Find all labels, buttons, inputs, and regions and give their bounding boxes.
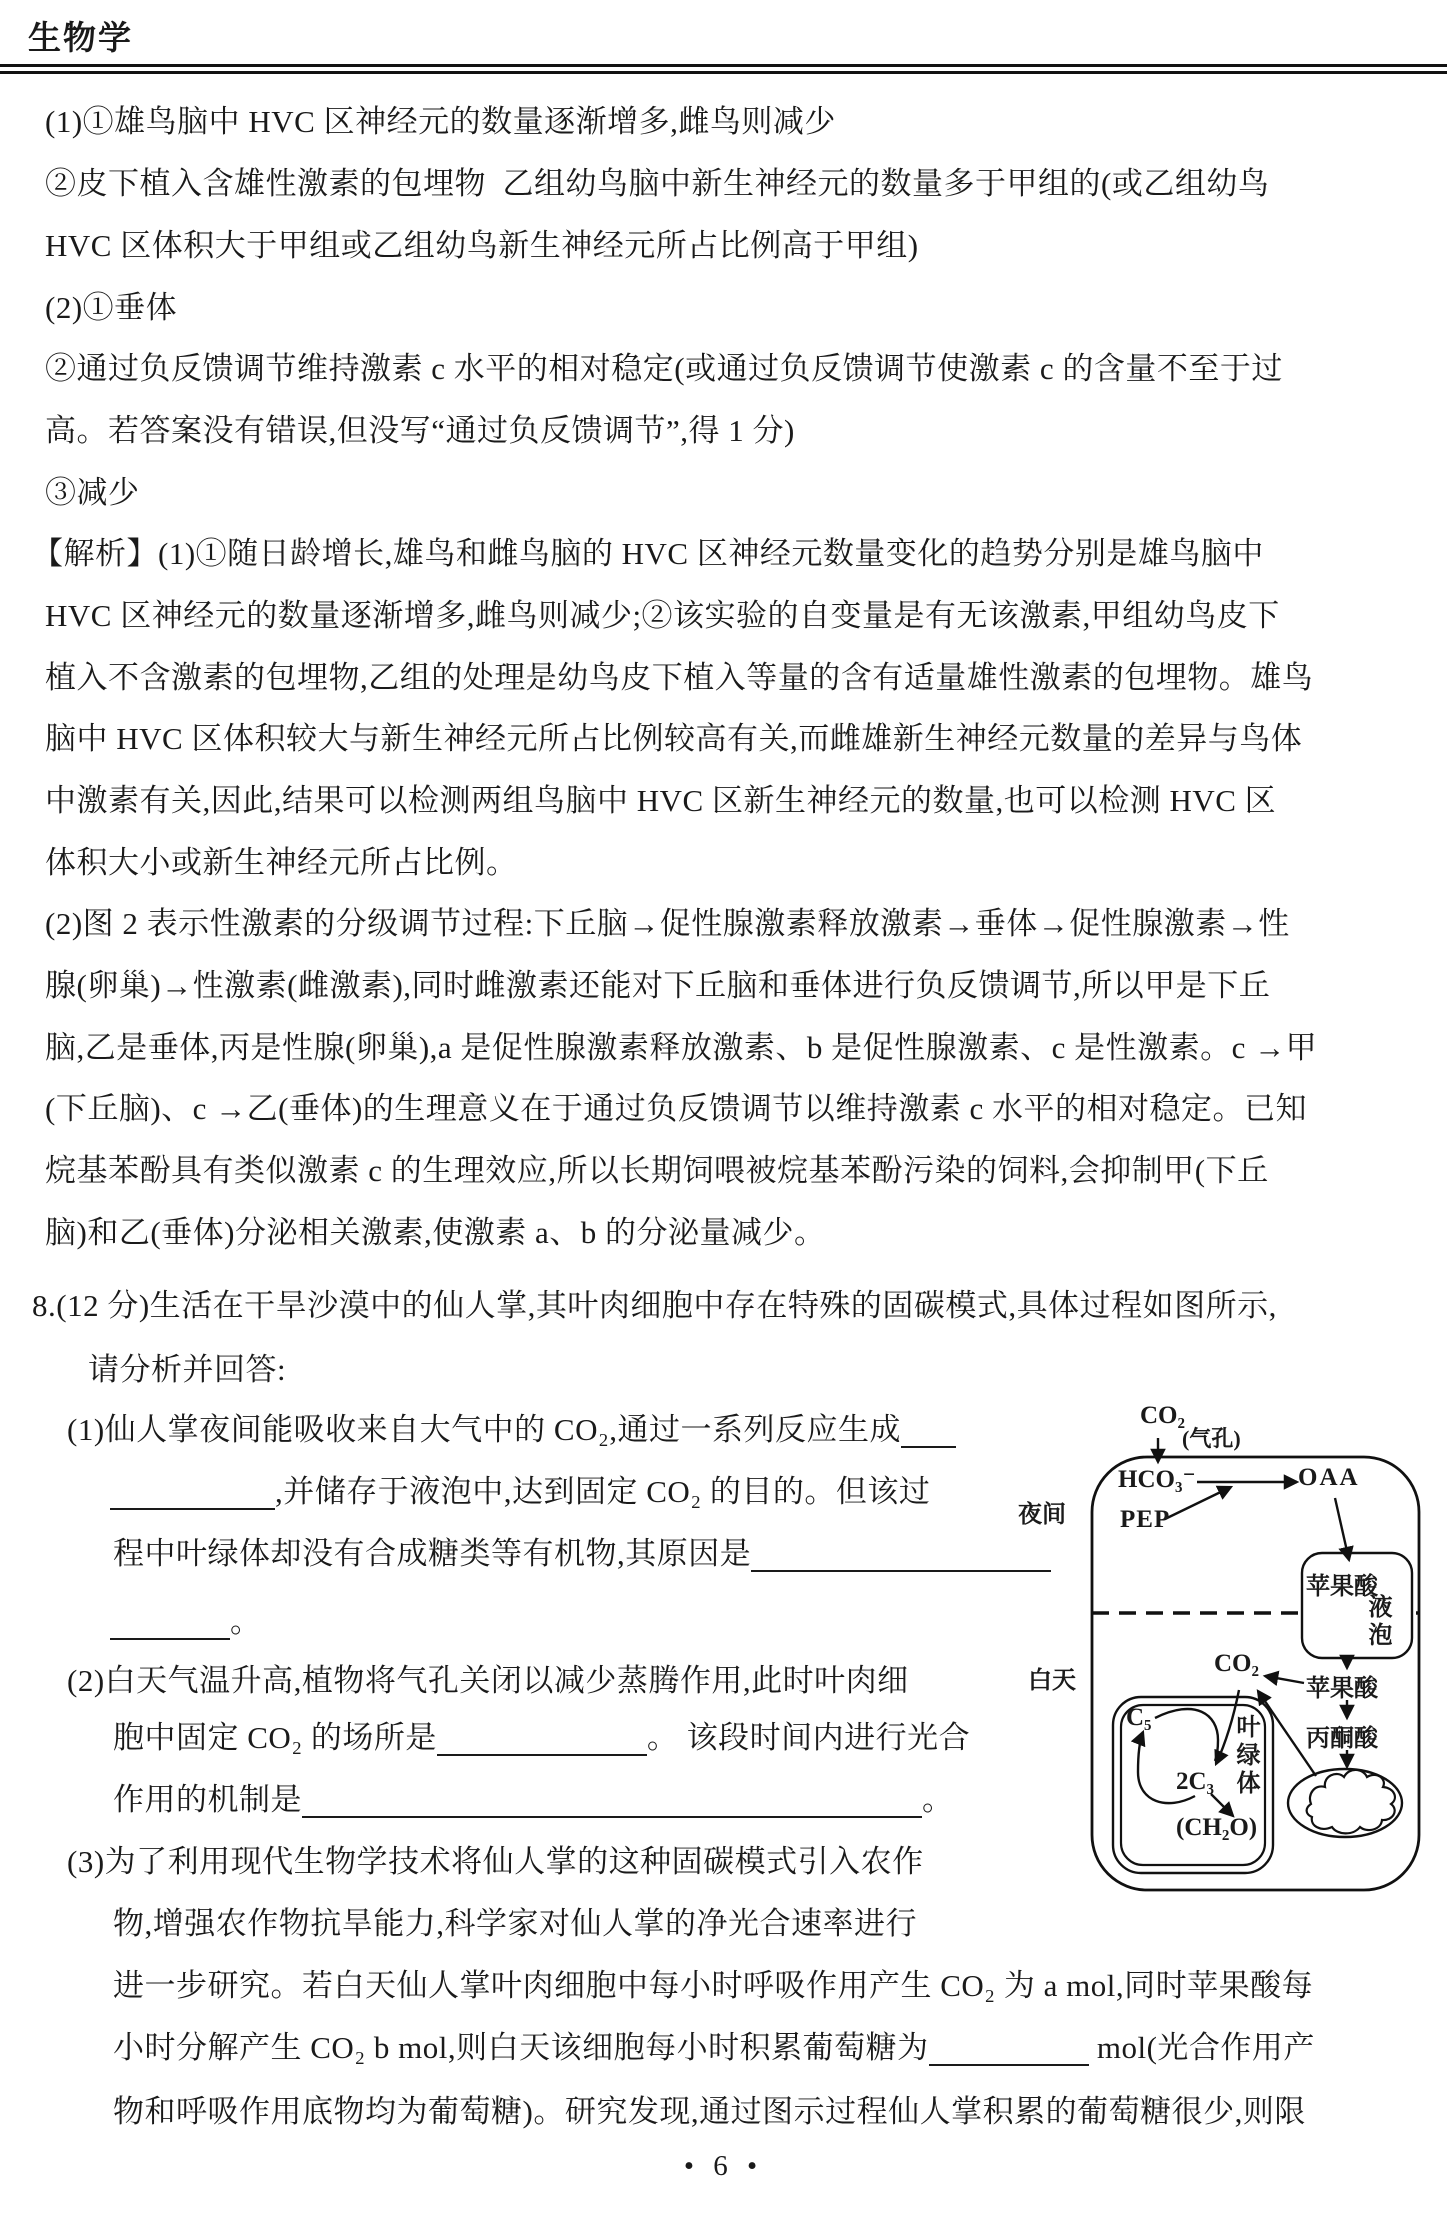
answer-line: ②通过负反馈调节维持激素 c 水平的相对稳定(或通过负反馈调节使激素 c 的含量不至于过 <box>45 351 1283 386</box>
answer-blank <box>751 1562 1051 1572</box>
answer-line: ③减少 <box>45 475 140 510</box>
c3-label: 2C₃ <box>1176 1768 1215 1795</box>
malate-vacuole-label: 苹果酸 <box>1306 1574 1378 1600</box>
q8-sub1-text: (1)仙人掌夜间能吸收来自大气中的 CO₂,通过一系列反应生成 <box>67 1412 902 1447</box>
answer-blank <box>110 1500 275 1510</box>
q8-sub2-text: 。 该段时间内进行光合 <box>646 1720 971 1755</box>
answer-blank <box>110 1630 230 1640</box>
analysis-line: 腺(卵巢)→性激素(雌激素),同时雌激素还能对下丘脑和垂体进行负反馈调节,所以甲是下丘 <box>45 968 1271 1003</box>
analysis-line: 脑)和乙(垂体)分泌相关激素,使激素 a、b 的分泌量减少。 <box>45 1215 826 1250</box>
q8-sub3-text: 小时分解产生 CO₂ b mol,则白天该细胞每小时积累葡萄糖为 <box>113 2030 929 2065</box>
q8-sub2-text: 胞中固定 CO₂ 的场所是 <box>113 1720 437 1755</box>
q8-sub3-text: mol(光合作用产 <box>1088 2030 1315 2065</box>
arrow-malate-to-co2 <box>1265 1676 1304 1683</box>
day-label: 白天 <box>1028 1668 1076 1694</box>
arrow-oaa-to-malate <box>1335 1498 1349 1560</box>
analysis-line: 烷基苯酚具有类似激素 c 的生理效应,所以长期饲喂被烷基苯酚污染的饲料,会抑制甲(下丘 <box>45 1153 1269 1188</box>
page-title: 生物学 <box>28 21 133 57</box>
analysis-line: 脑中 HVC 区体积较大与新生神经元所占比例较高有关,而雌雄新生神经元数量的差异与鸟体 <box>45 721 1303 756</box>
analysis-line: 脑,乙是垂体,丙是性腺(卵巢),a 是促性腺激素释放激素、b 是促性腺激素、c 是性激素。c →甲 <box>45 1030 1318 1065</box>
malate-day-label: 苹果酸 <box>1306 1676 1378 1702</box>
answer-blank <box>901 1438 956 1448</box>
answer-line: 高。若答案没有错误,但没写“通过负反馈调节”,得 1 分) <box>45 413 795 448</box>
analysis-line: 中激素有关,因此,结果可以检测两组鸟脑中 HVC 区新生神经元的数量,也可以检测 HVC 区 <box>45 783 1277 818</box>
night-label: 夜间 <box>1018 1502 1066 1528</box>
q8-sub1-text: ,并储存于液泡中,达到固定 CO₂ 的目的。但该过 <box>275 1474 931 1509</box>
mitochondrion <box>1288 1769 1402 1837</box>
analysis-line: HVC 区神经元的数量逐渐增多,雌鸟则减少;②该实验的自变量是有无该激素,甲组幼鸟皮下 <box>45 598 1280 633</box>
q8-sub1-line <box>110 1466 930 1511</box>
q8-sub2-line: (2)白天气温升高,植物将气孔关闭以减少蒸腾作用,此时叶肉细 <box>67 1663 909 1698</box>
q8-sub3-line: 物和呼吸作用底物均为葡萄糖)。研究发现,通过图示过程仙人掌积累的葡萄糖很少,则限 <box>113 2094 1306 2129</box>
answer-blank <box>437 1746 647 1756</box>
pyruvate-label: 丙酮酸 <box>1306 1726 1378 1752</box>
answer-blank <box>929 2056 1089 2066</box>
answer-line: ②皮下植入含雄性激素的包埋物 乙组幼鸟脑中新生神经元的数量多于甲组的(或乙组幼鸟 <box>45 166 1270 201</box>
question-8-intro: 8.(12 分)生活在干旱沙漠中的仙人掌,其叶肉细胞中存在特殊的固碳模式,具体过程如图所示, <box>32 1288 1277 1323</box>
analysis-line: 体积大小或新生神经元所占比例。 <box>45 845 518 880</box>
header-rule <box>0 64 1447 74</box>
oaa-label: OAA <box>1298 1464 1360 1491</box>
hco3-label: HCO₃⁻ <box>1118 1466 1196 1493</box>
answer-line: (2)①垂体 <box>45 290 178 325</box>
analysis-line: (下丘脑)、c →乙(垂体)的生理意义在于通过负反馈调节以维持激素 c 水平的相对稳定。已知 <box>45 1091 1308 1126</box>
chloroplast-label: 叶绿体 <box>1232 1714 1258 1798</box>
answer-line: HVC 区体积大于甲组或乙组幼鸟新生神经元所占比例高于甲组) <box>45 228 919 263</box>
q8-sub3-line: (3)为了利用现代生物学技术将仙人掌的这种固碳模式引入农作 <box>67 1844 924 1879</box>
analysis-line: 植入不含激素的包埋物,乙组的处理是幼鸟皮下植入等量的含有适量雄性激素的包埋物。雄鸟 <box>45 660 1314 695</box>
analysis-line: 【解析】(1)①随日龄增长,雄鸟和雌鸟脑的 HVC 区神经元数量变化的趋势分别是雄鸟脑中 <box>32 536 1264 571</box>
question-8-intro2: 请分析并回答: <box>88 1352 287 1387</box>
stoma-label: (气孔) <box>1182 1426 1241 1451</box>
analysis-line: (2)图 2 表示性激素的分级调节过程:下丘脑→促性腺激素释放激素→垂体→促性腺激素→性 <box>45 906 1290 941</box>
ch2o-label: (CH₂O) <box>1176 1814 1258 1841</box>
q8-sub1-line <box>67 1404 956 1449</box>
answer-blank <box>302 1808 922 1818</box>
q8-sub2-line <box>113 1774 954 1819</box>
co2-stoma-label: CO₂ <box>1140 1402 1185 1429</box>
q8-sub2-text: 作用的机制是 <box>113 1782 302 1817</box>
q8-sub3-line <box>113 2022 1315 2067</box>
answer-line: (1)①雄鸟脑中 HVC 区神经元的数量逐渐增多,雌鸟则减少 <box>45 104 836 139</box>
q8-sub2-line <box>113 1712 970 1757</box>
q8-sub3-line: 进一步研究。若白天仙人掌叶肉细胞中每小时呼吸作用产生 CO₂ 为 a mol,同时苹果酸每 <box>113 1968 1314 2003</box>
q8-sub1-text: 程中叶绿体却没有合成糖类等有机物,其原因是 <box>113 1536 752 1571</box>
q8-sub3-line: 物,增强农作物抗旱能力,科学家对仙人掌的净光合速率进行 <box>113 1906 917 1941</box>
q8-sub2-text: 。 <box>922 1782 954 1817</box>
co2-day-label: CO₂ <box>1214 1650 1259 1677</box>
q8-sub1-line <box>110 1596 262 1641</box>
page-number: • 6 • <box>683 2150 764 2182</box>
vacuole-label: 液泡 <box>1364 1594 1390 1650</box>
pep-label: PEP <box>1120 1506 1171 1533</box>
q8-sub1-line <box>113 1528 1051 1573</box>
c5-label: C₅ <box>1126 1704 1152 1731</box>
q8-sub1-text: 。 <box>230 1604 262 1639</box>
